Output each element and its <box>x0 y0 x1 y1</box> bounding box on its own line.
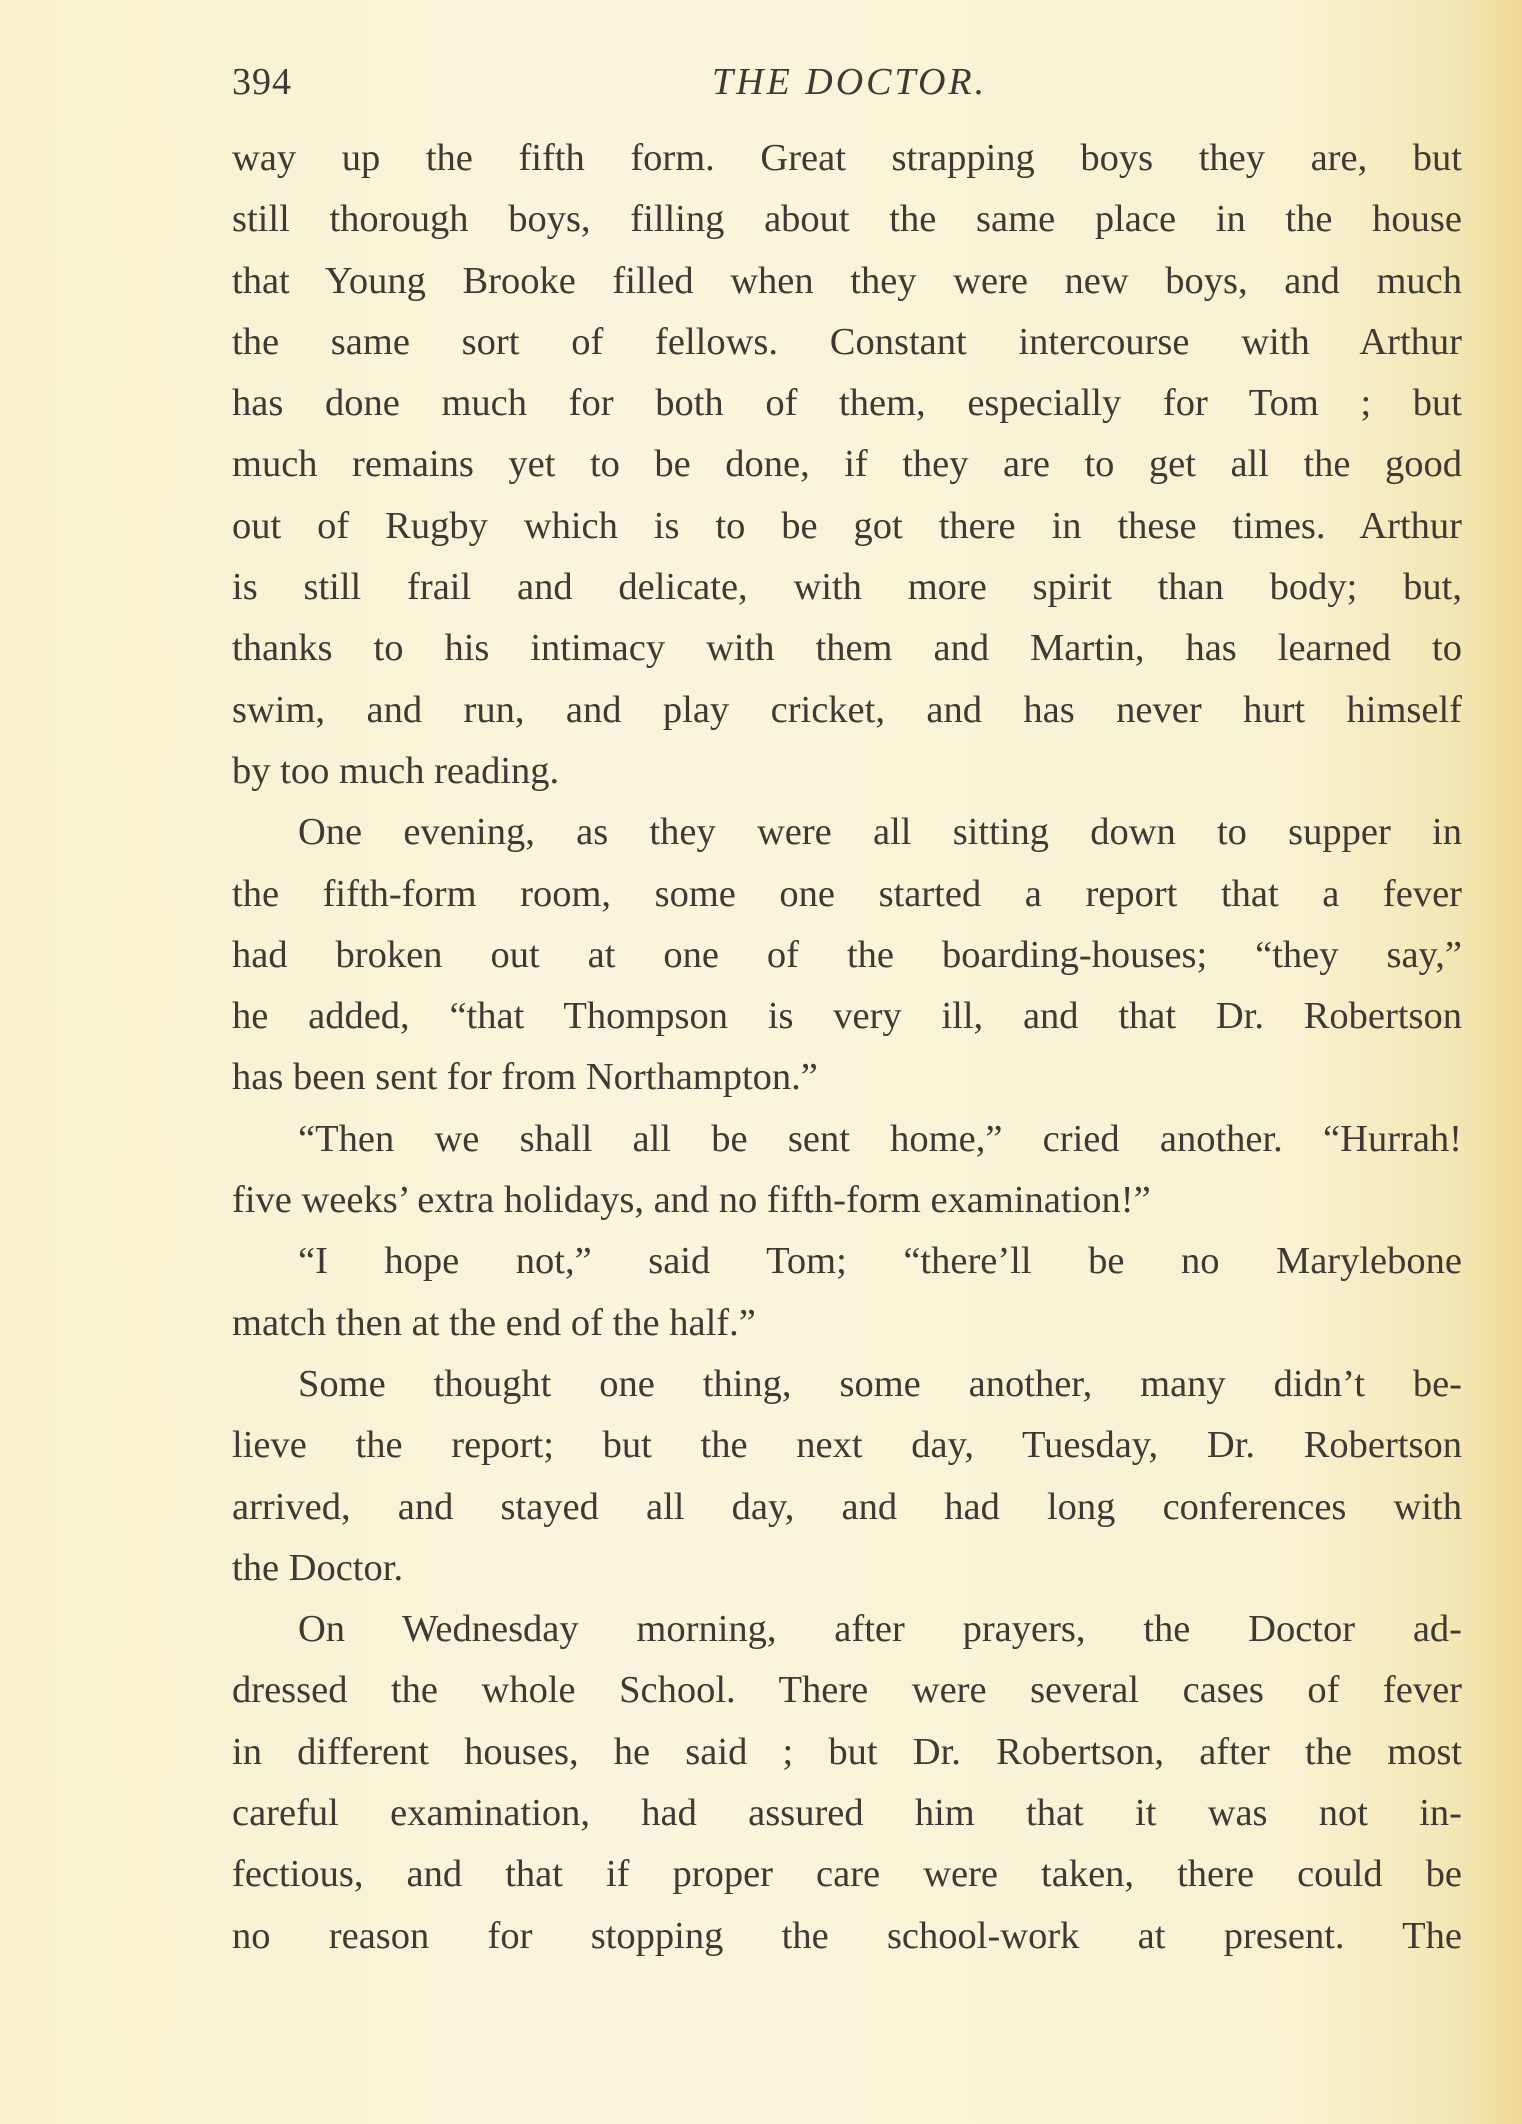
text-line: in different houses, he said ; but Dr. Robertson, after the most <box>232 1730 1462 1773</box>
text-line: swim, and run, and play cricket, and has never hurt himself <box>232 688 1462 731</box>
text-line: he added, “that Thompson is very ill, and that Dr. Robertson <box>232 995 1462 1038</box>
text-line: “Then we shall all be sent home,” cried another. “Hurrah! <box>298 1117 1462 1160</box>
text-line: lieve the report; but the next day, Tuesday, Dr. Robertson <box>232 1424 1462 1467</box>
text-line: no reason for stopping the school-work at present. The <box>232 1914 1462 1957</box>
text-line: has been sent for from Northampton.” <box>232 1056 818 1099</box>
text-line: thanks to his intimacy with them and Martin, has learned to <box>232 627 1462 670</box>
text-line: dressed the whole School. There were several cases of fever <box>232 1669 1462 1712</box>
text-line: fectious, and that if proper care were taken, there could be <box>232 1853 1462 1896</box>
text-line: arrived, and stayed all day, and had long conferences with <box>232 1485 1462 1528</box>
text-line: the Doctor. <box>232 1546 404 1589</box>
text-line: careful examination, had assured him that it was not in- <box>232 1792 1462 1835</box>
text-line: that Young Brooke filled when they were new boys, and much <box>232 259 1462 302</box>
page-number: 394 <box>232 61 292 103</box>
text-line: had broken out at one of the boarding-houses; “they say,” <box>232 933 1462 976</box>
text-line: the fifth-form room, some one started a report that a fever <box>232 872 1462 915</box>
text-line: Some thought one thing, some another, many didn’t be- <box>298 1362 1462 1405</box>
text-line: much remains yet to be done, if they are to get all the good <box>232 443 1462 486</box>
text-line: “I hope not,” said Tom; “there’ll be no Marylebone <box>298 1240 1462 1283</box>
text-line: out of Rugby which is to be got there in these times. Arthur <box>232 504 1462 547</box>
text-line: five weeks’ extra holidays, and no fifth-form examination!” <box>232 1179 1151 1222</box>
text-line: way up the fifth form. Great strapping boys they are, but <box>232 137 1462 179</box>
text-line: is still frail and delicate, with more spirit than body; but, <box>232 566 1462 609</box>
body-text <box>232 128 1462 1967</box>
running-head <box>232 60 1462 120</box>
text-line: One evening, as they were all sitting down to supper in <box>298 811 1462 854</box>
text-line: the same sort of fellows. Constant intercourse with Arthur <box>232 320 1462 363</box>
running-title: THE DOCTOR. <box>712 61 988 103</box>
text-line: still thorough boys, filling about the same place in the house <box>232 198 1462 241</box>
text-line: On Wednesday morning, after prayers, the Doctor ad- <box>298 1608 1462 1651</box>
text-line: by too much reading. <box>232 749 560 792</box>
text-line: has done much for both of them, especially for Tom ; but <box>232 382 1462 425</box>
text-line: match then at the end of the half.” <box>232 1301 756 1344</box>
